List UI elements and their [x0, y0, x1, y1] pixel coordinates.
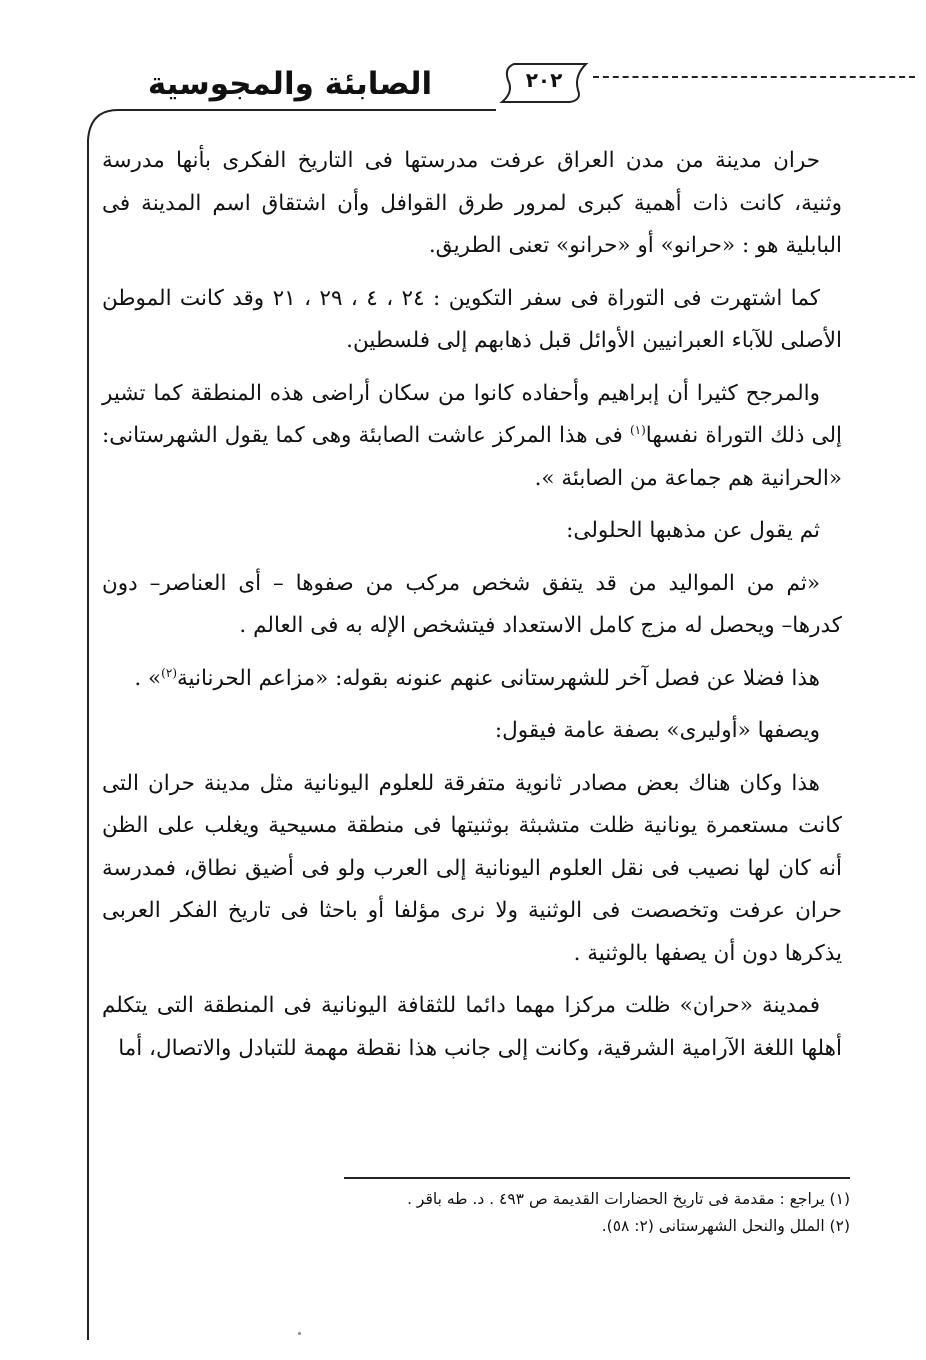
paragraph-9: [102, 985, 842, 1070]
paragraph-6: [102, 658, 842, 701]
body-text: [102, 140, 842, 1080]
paragraph-3: [102, 373, 842, 501]
footnote-ref: (١): [629, 422, 646, 437]
footnote-ref: (٢): [161, 665, 177, 680]
paragraph-text: والمرجح كثيرا أن إبراهيم وأحفاده كانوا من سكان أراضى هذه المنطقة كما تشير إلى ذلك التوراة نفسها: [102, 380, 842, 448]
paragraph-text: حران مدينة من مدن العراق عرفت مدرستها فى التاريخ الفكرى بأنها مدرسة وثنية، كانت ذات أهمية كبرى لمرور طرق القوافل وأن اشتقاق اسم المدينة فى البابلية هو : «حرانو» أو «حرانو» تعنى الطريق.: [102, 148, 842, 258]
paragraph-text: كما اشتهرت فى التوراة فى سفر التكوين : ٢٤ ، ٤ ، ٢٩ ، ٢١ وقد كانت الموطن الأصلى للآباء العبرانيين الأوائل قبل ذهابهم إلى فلسطين.: [102, 285, 842, 353]
paragraph-text: » .: [134, 665, 162, 691]
paragraph-2: [102, 278, 842, 363]
footnotes: [320, 1186, 850, 1240]
scan-speck: [298, 1332, 301, 1335]
paragraph-text: «ثم من المواليد من قد يتفق شخص مركب من صفوها – أى العناصر– دون كدرها– ويحصل له مزج كامل الاستعداد فيتشخص الإله به فى العالم .: [102, 570, 842, 638]
footnote-separator: [344, 1177, 850, 1179]
paragraph-8: [102, 763, 842, 976]
paragraph-5: [102, 563, 842, 648]
running-header-title: الصابئة والمجوسية: [147, 66, 433, 102]
paragraph-text: ويصفها «أوليرى» بصفة عامة فيقول:: [494, 718, 820, 743]
paragraph-text: هذا فضلا عن فصل آخر للشهرستانى عنهم عنونه بقوله: «مزاعم الحرنانية: [177, 665, 820, 691]
paragraph-7: [102, 710, 842, 753]
paragraph-text: فى هذا المركز عاشت الصابئة وهى كما يقول الشهرستانى: «الحرانية هم جماعة من الصابئة ».: [102, 423, 842, 491]
page-number: ٢٠٢: [525, 68, 563, 92]
paragraph-4: [102, 510, 842, 553]
paragraph-text: هذا وكان هناك بعض مصادر ثانوية متفرقة للعلوم اليونانية مثل مدينة حران التى كانت مستعمرة يونانية ظلت متشبثة بوثنيتها فى منطقة مسيحية ويغلب على الظن أنه كان لها نصيب فى نقل العلوم اليونانية إلى العرب ولو فى أضيق نطاق، فمدرسة حران عرفت وتخصصت فى الوثنية ولا نرى مؤلفا أو باحثا فى تاريخ الفكر العربى يذكرها دون أن يصفها بالوثنية .: [102, 770, 842, 966]
paragraph-1: [102, 140, 842, 268]
header-dashed-rule: [593, 76, 915, 78]
footnote-1: (١) يراجع : مقدمة فى تاريخ الحضارات القديمة ص ٤٩٣ . د. طه باقر .: [407, 1190, 850, 1208]
footnote-2: (٢) الملل والنحل الشهرستانى (٢: ٥٨).: [601, 1217, 850, 1235]
page-number-scroll: [496, 58, 592, 106]
paragraph-text: ثم يقول عن مذهبها الحلولى:: [566, 518, 820, 543]
paragraph-text: فمدينة «حران» ظلت مركزا مهما دائما للثقافة اليونانية فى المنطقة التى يتكلم أهلها اللغة الآرامية الشرقية، وكانت إلى جانب هذا نقطة مهمة للتبادل والاتصال، أما: [102, 993, 842, 1061]
